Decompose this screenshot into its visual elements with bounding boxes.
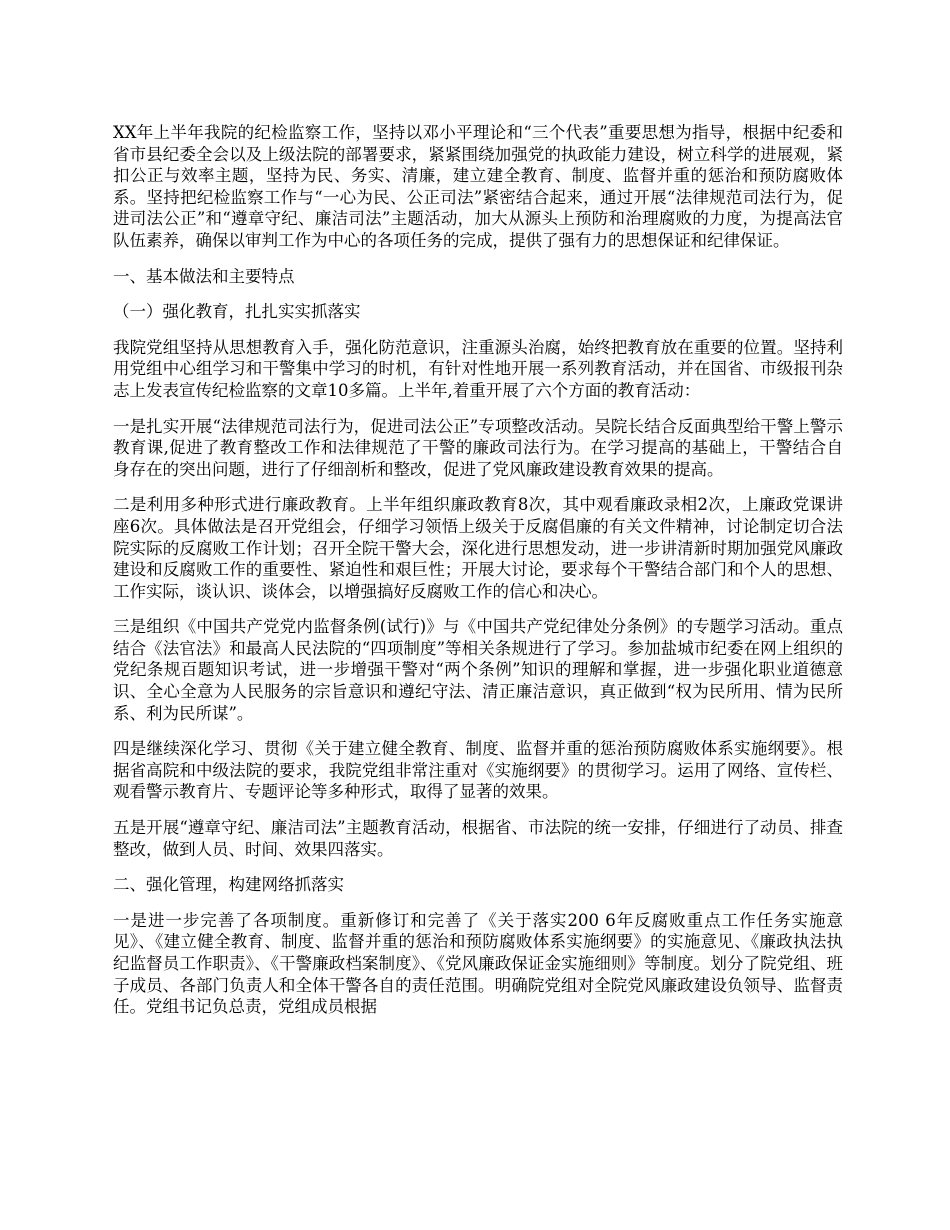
- item-5-paragraph: 五是开展“遵章守纪、廉洁司法”主题教育活动，根据省、市法院的统一安排，仔细进行了动员、排查整改，做到人员、时间、效果四落实。: [113, 818, 843, 859]
- management-paragraph: 一是进一步完善了各项制度。重新修订和完善了《关于落实200 6年反腐败重点工作任务实施意见》、《建立健全教育、制度、监督并重的惩治和预防腐败体系实施纲要》的实施意见、《廉政执法执纪监督员工作职责》、《干警廉政档案制度》、《党风廉政保证金实施细则》等制度。划分了院党组、班子成员、各部门负责人和全体干警各自的责任范围。明确院党组对全院党风廉政建设负领导、监督责任。党组书记负总责，党组成员根据: [113, 910, 843, 1017]
- section-heading-1: 一、基本做法和主要特点: [113, 266, 295, 286]
- item-1-paragraph: 一是扎实开展“法律规范司法行为，促进司法公正”专项整改活动。吴院长结合反面典型给干警上警示教育课,促进了教育整改工作和法律规范了干警的廉政司法行为。在学习提高的基础上，干警结合自身存在的突出问题，进行了仔细剖析和整改，促进了党风廉政建设教育效果的提高。: [113, 416, 843, 479]
- document-body: [113, 122, 843, 1032]
- item-4-paragraph: 四是继续深化学习、贯彻《关于建立健全教育、制度、监督并重的惩治预防腐败体系实施纲要》。根据省高院和中级法院的要求，我院党组非常注重对《实施纲要》的贯彻学习。运用了网络、宣传栏、观看警示教育片、专题评论等多种形式，取得了显著的效果。: [113, 739, 843, 802]
- section-heading-2: 二、强化管理，构建网络抓落实: [113, 875, 344, 895]
- item-3-paragraph: 三是组织《中国共产党党内监督条例(试行)》与《中国共产党纪律处分条例》的专题学习活动。重点结合《法官法》和最高人民法院的“四项制度”等相关条规进行了学习。参加盐城市纪委在网上组织的党纪条规百题知识考试，进一步增强干警对“两个条例”知识的理解和掌握，进一步强化职业道德意识、全心全意为人民服务的宗旨意识和遵纪守法、清正廉洁意识，真正做到“权为民所用、情为民所系、利为民所谋”。: [113, 617, 843, 723]
- item-2-paragraph: 二是利用多种形式进行廉政教育。上半年组织廉政教育8次，其中观看廉政录相2次，上廉政党课讲座6次。具体做法是召开党组会，仔细学习领悟上级关于反腐倡廉的有关文件精神，讨论制定切合法院实际的反腐败工作计划；召开全院干警大会，深化进行思想发动，进一步讲清新时期加强党风廉政建设和反腐败工作的重要性、紧迫性和艰巨性；开展大讨论，要求每个干警结合部门和个人的思想、工作实际，谈认识、谈体会，以增强搞好反腐败工作的信心和决心。: [113, 495, 843, 601]
- intro-paragraph: XX年上半年我院的纪检监察工作，坚持以邓小平理论和“三个代表”重要思想为指导，根据中纪委和省市县纪委全会以及上级法院的部署要求，紧紧围绕加强党的执政能力建设，树立科学的进展观，紧扣公正与效率主题，坚持为民、务实、清廉，建立建全教育、制度、监督并重的惩治和预防腐败体系。坚持把纪检监察工作与“一心为民、公正司法”紧密结合起来，通过开展“法律规范司法行为，促进司法公正”和“遵章守纪、廉洁司法”主题活动，加大从源头上预防和治理腐败的力度，为提高法官队伍素养，确保以审判工作为中心的各项任务的完成，提供了强有力的思想保证和纪律保证。: [113, 123, 843, 250]
- education-paragraph: 我院党组坚持从思想教育入手，强化防范意识，注重源头治腐，始终把教育放在重要的位置。坚持利用党组中心组学习和干警集中学习的时机，有针对性地开展一系列教育活动，并在国省、市级报刊杂志上发表宣传纪检监察的文章10多篇。上半年,着重开展了六个方面的教育活动：: [113, 337, 843, 400]
- subsection-heading-1: （一）强化教育，扎扎实实抓落实: [113, 302, 361, 322]
